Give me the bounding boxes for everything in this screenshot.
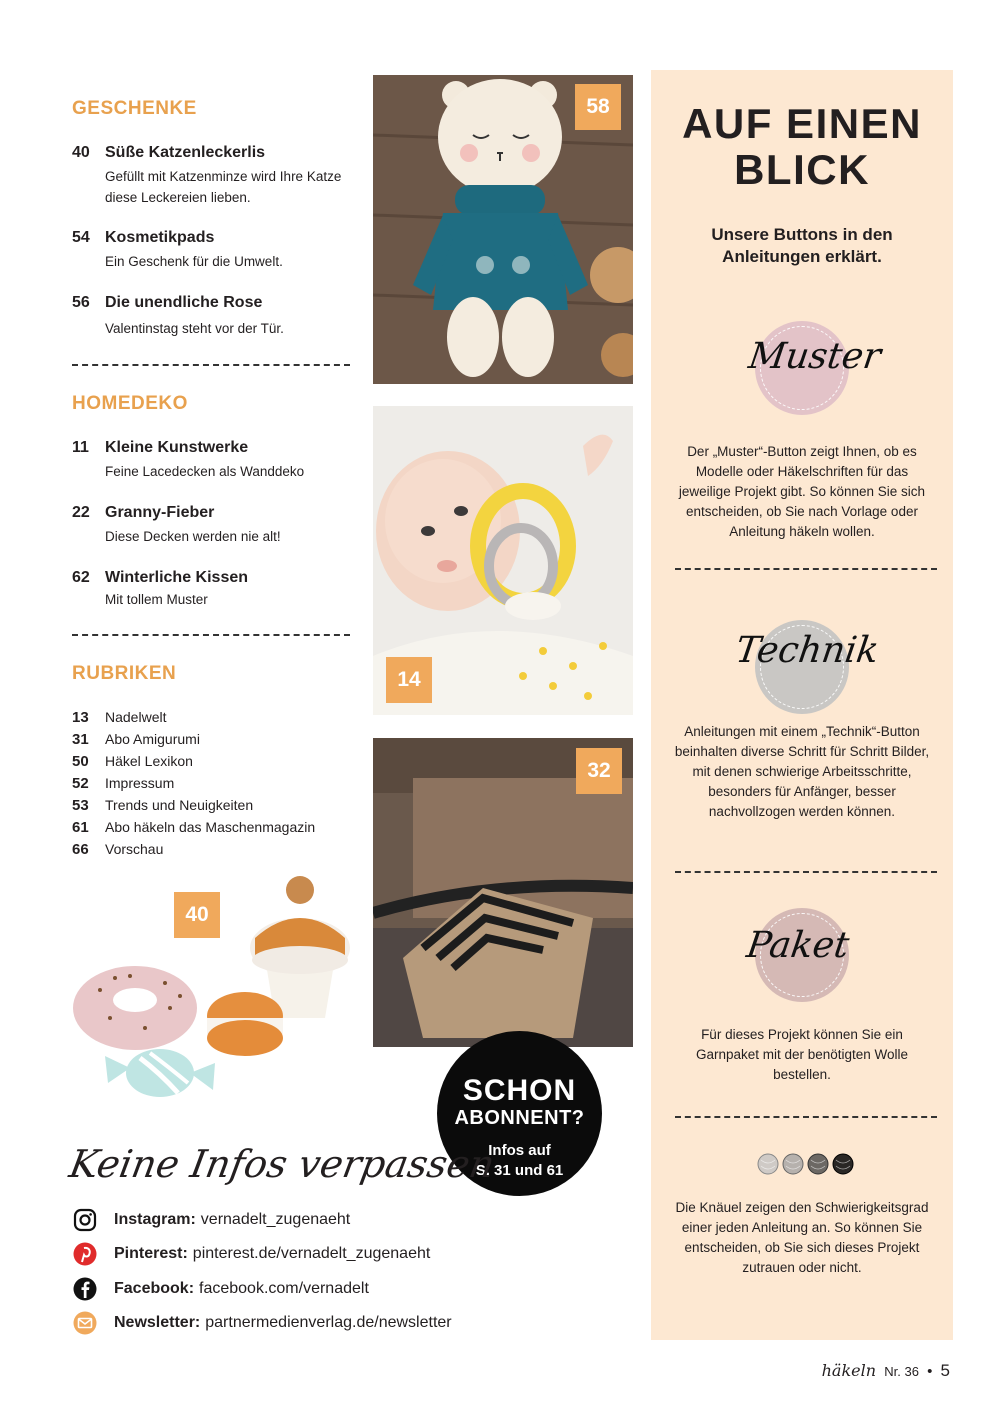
panel-title-line1: AUF EINEN (682, 100, 922, 147)
rubrik-item[interactable] (72, 731, 200, 748)
social-pinterest[interactable] (72, 1241, 430, 1267)
entry-description: Diese Decken werden nie alt! (105, 529, 281, 544)
pinterest-icon (72, 1242, 97, 1267)
rubrik-title: Impressum (105, 775, 175, 791)
page-number: 50 (72, 753, 89, 770)
entry-title: Die unendliche Rose (105, 294, 263, 311)
rubrik-title: Abo Amigurumi (105, 731, 200, 747)
entry-description: Gefüllt mit Katzenminze wird Ihre Katze diese Leckereien lieben. (105, 169, 342, 205)
entry-title: Granny-Fieber (105, 504, 215, 521)
page-number-footer: 5 (940, 1361, 950, 1380)
divider (675, 871, 937, 873)
page-badge: 58 (575, 84, 621, 130)
divider (72, 364, 350, 366)
social-heading: Keine Infos verpassen (66, 1142, 499, 1186)
social-label: Newsletter: (114, 1314, 201, 1331)
page-number: 11 (72, 439, 89, 456)
footer-separator: • (927, 1363, 933, 1380)
social-newsletter[interactable] (72, 1310, 452, 1336)
social-value: partnermedienverlag.de/newsletter (205, 1314, 452, 1331)
instagram-icon (72, 1208, 97, 1233)
divider (675, 568, 937, 570)
muster-text: Der „Muster“-Button zeigt Ihnen, ob es Modelle oder Häkelschriften für das jeweilige Projekt gibt. So können Sie sich entscheiden, ob Sie nach Vorlage oder Anleitung häkeln wollen. (678, 444, 926, 539)
footer-brand: häkeln (821, 1361, 877, 1380)
abo-line3: Infos auf (488, 1142, 551, 1159)
page-number: 54 (72, 229, 90, 246)
rubrik-title: Häkel Lexikon (105, 753, 193, 769)
sweets-illustration (70, 868, 370, 1108)
page-number: 31 (72, 731, 89, 748)
rubrik-item[interactable] (72, 841, 163, 858)
rubrik-title: Nadelwelt (105, 709, 167, 725)
baby-photo[interactable] (373, 406, 633, 715)
paket-text: Für dieses Projekt können Sie ein Garnpaket mit der benötigten Wolle bestellen. (695, 1027, 909, 1082)
social-value: vernadelt_zugenaeht (200, 1211, 351, 1228)
social-label: Instagram: (114, 1211, 196, 1228)
social-facebook[interactable] (72, 1276, 369, 1302)
panel-subtitle-line1: Unsere Buttons in den (711, 225, 893, 244)
page-number: 61 (72, 819, 89, 836)
entry-title: Süße Katzenleckerlis (105, 144, 266, 161)
social-value: facebook.com/vernadelt (199, 1280, 369, 1297)
section-title: GESCHENKE (72, 98, 197, 119)
rubrik-item[interactable] (72, 709, 166, 726)
entry-description: Valentinstag steht vor der Tür. (105, 321, 284, 336)
sweets-photo[interactable] (70, 868, 370, 1108)
abo-line2: ABONNENT? (454, 1107, 585, 1129)
page-number: 56 (72, 294, 90, 311)
rubrik-item[interactable] (72, 797, 253, 814)
rubrik-item[interactable] (72, 819, 315, 836)
overview-panel (651, 70, 953, 1340)
technik-label: Technik (733, 630, 882, 671)
social-label: Pinterest: (114, 1245, 188, 1262)
muster-label: Muster (746, 336, 884, 377)
technik-text: Anleitungen mit einem „Technik“-Button beinhalten diverse Schritt für Schritt Bilder, mit denen schwierige Arbeitsschritte, besonders für Anfänger, besser nachvollzogen werden können. (674, 724, 930, 819)
panel-subtitle (651, 224, 953, 268)
entry-description: Ein Geschenk für die Umwelt. (105, 254, 283, 269)
rubrik-title: Vorschau (105, 841, 164, 857)
entry-title: Winterliche Kissen (105, 569, 249, 586)
page-number: 22 (72, 504, 90, 521)
bag-photo[interactable] (373, 738, 633, 1047)
page-badge: 40 (174, 892, 220, 938)
entry-title: Kosmetikpads (105, 229, 215, 246)
footer-issue: Nr. 36 (884, 1364, 919, 1379)
rubrik-title: Abo häkeln das Maschenmagazin (105, 819, 316, 835)
page-number: 13 (72, 709, 89, 726)
mail-icon (72, 1311, 97, 1336)
knaeuel-text: Die Knäuel zeigen den Schwierigkeitsgrad einer jeden Anleitung an. So können Sie entscheiden, ob Sie sich dieses Projekt zutrauen oder nicht. (675, 1200, 929, 1275)
social-value: pinterest.de/vernadelt_zugenaeht (192, 1245, 431, 1262)
page-number: 40 (72, 144, 90, 161)
rubrik-item[interactable] (72, 753, 193, 770)
page-number: 66 (72, 841, 89, 858)
abo-line1: SCHON (462, 1074, 577, 1107)
page-footer (822, 1361, 950, 1381)
divider (675, 1116, 937, 1118)
paket-label: Paket (744, 925, 852, 966)
abo-line4: S. 31 und 61 (475, 1162, 564, 1179)
divider (72, 634, 350, 636)
page-badge: 32 (576, 748, 622, 794)
bear-photo[interactable] (373, 75, 633, 384)
section-title: RUBRIKEN (72, 663, 177, 684)
page-number: 62 (72, 569, 90, 586)
entry-description: Feine Lacedecken als Wanddeko (105, 464, 305, 479)
rubrik-item[interactable] (72, 775, 174, 792)
yarn-balls-icon (757, 1152, 855, 1176)
entry-title: Kleine Kunstwerke (105, 439, 249, 456)
page-number: 53 (72, 797, 89, 814)
social-label: Facebook: (114, 1280, 195, 1297)
rubrik-title: Trends und Neuigkeiten (105, 797, 254, 813)
facebook-icon (72, 1277, 97, 1302)
page-badge: 14 (386, 657, 432, 703)
panel-title-line2: BLICK (734, 146, 870, 193)
page-number: 52 (72, 775, 89, 792)
section-title: HOMEDEKO (72, 393, 188, 414)
entry-description: Mit tollem Muster (105, 592, 208, 607)
panel-subtitle-line2: Anleitungen erklärt. (722, 247, 882, 266)
social-instagram[interactable] (72, 1207, 350, 1233)
